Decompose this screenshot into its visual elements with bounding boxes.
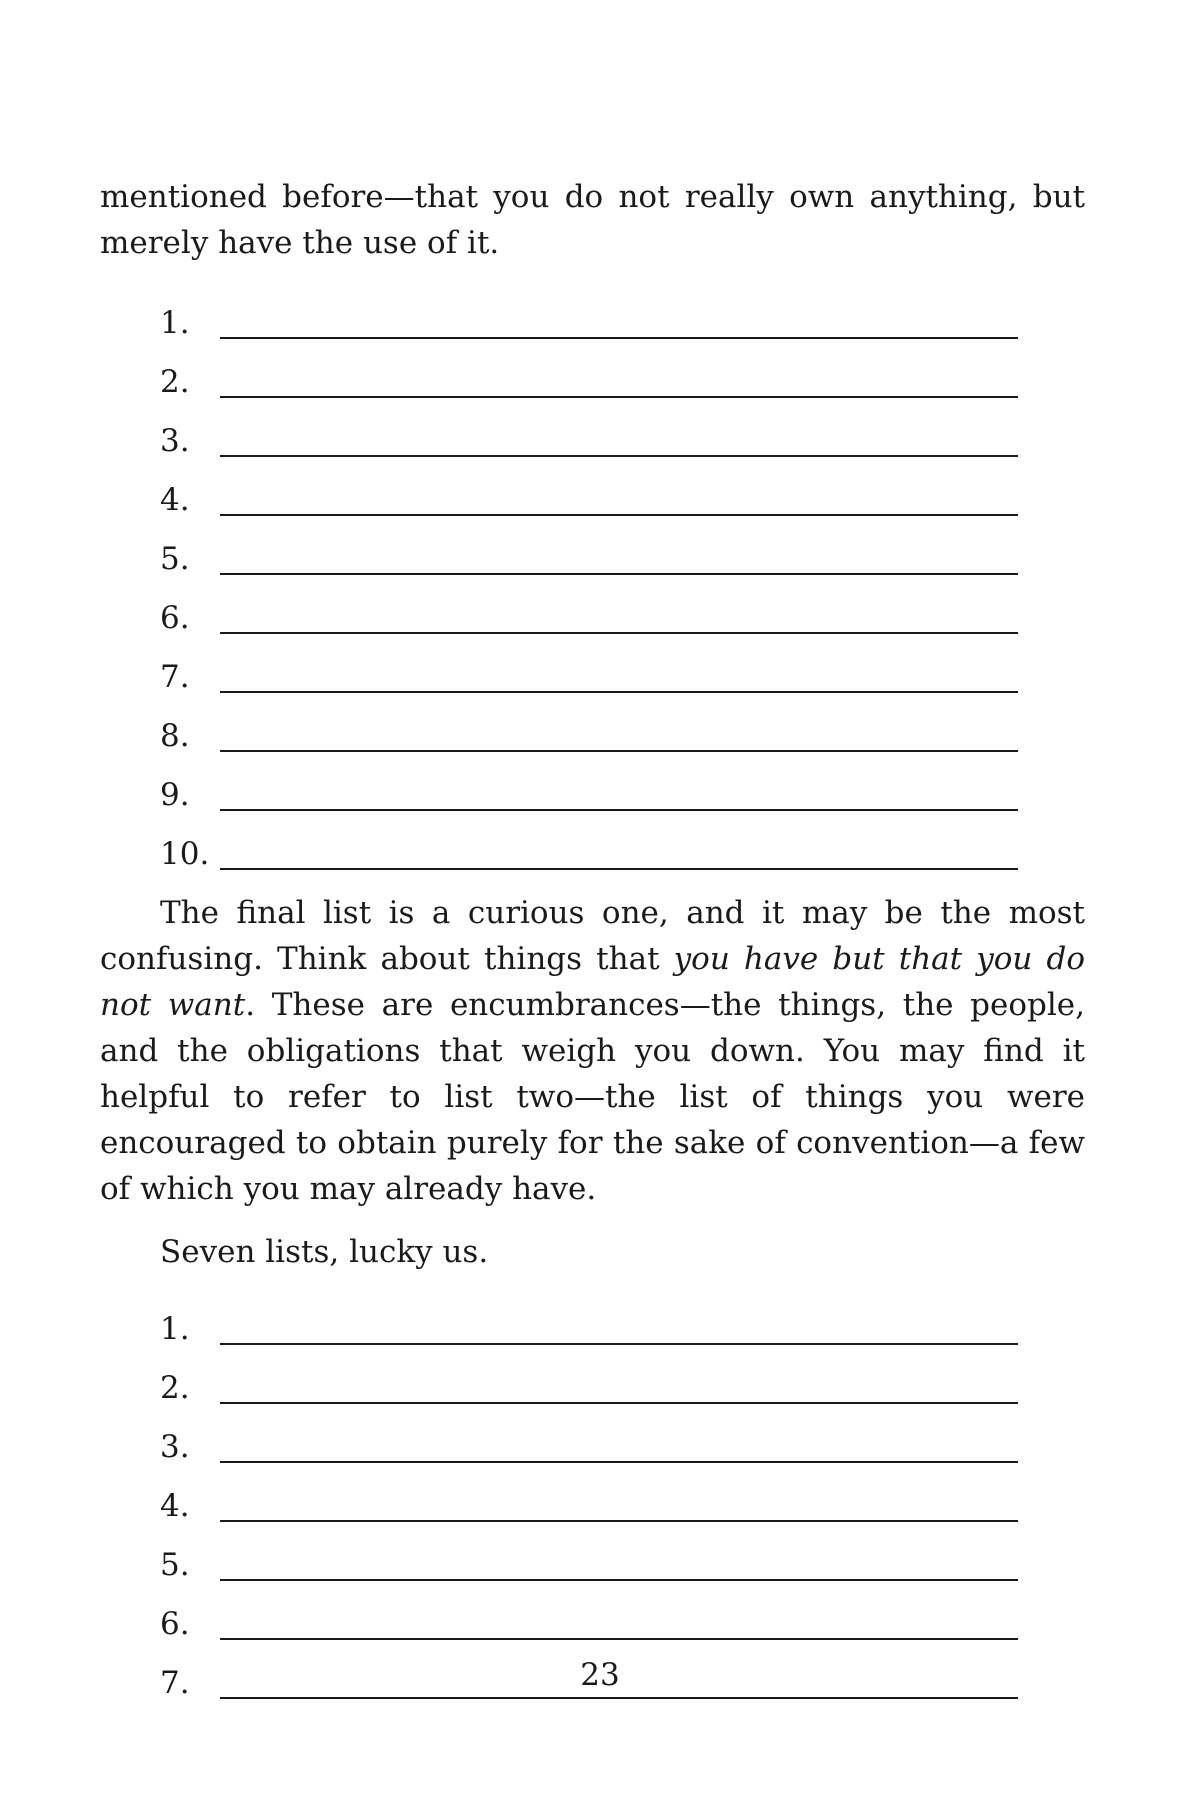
write-in-line[interactable] (220, 1343, 1018, 1345)
write-in-line[interactable] (220, 514, 1018, 516)
list-number: 1. (160, 1311, 190, 1347)
list-item (100, 697, 1085, 756)
closing-line: Seven lists, lucky us. (160, 1234, 489, 1270)
write-in-line[interactable] (220, 337, 1018, 339)
list-number: 6. (160, 600, 190, 636)
list-number: 4. (160, 482, 190, 518)
write-in-line[interactable] (220, 632, 1018, 634)
write-in-line[interactable] (220, 455, 1018, 457)
write-in-line[interactable] (220, 868, 1018, 870)
final-list-text-end: . These are encumbrances—the things, the people, and the obligations that weigh you down. You may find it helpful to refer to list two—the list of things you were encouraged to obtain purely for the sake of convention—a few of which you may already have. (100, 987, 1085, 1207)
list-number: 1. (160, 305, 190, 341)
page-number: 23 (580, 1657, 620, 1693)
list-number: 2. (160, 1370, 190, 1406)
list-item (100, 638, 1085, 697)
opening-paragraph: mentioned before—that you do not really own anything, but merely have the use of it. (100, 179, 1085, 261)
write-in-line[interactable] (220, 750, 1018, 752)
list-one (100, 284, 1085, 874)
write-in-line[interactable] (220, 573, 1018, 575)
list-item (100, 1290, 1085, 1349)
write-in-line[interactable] (220, 1520, 1018, 1522)
list-item (100, 402, 1085, 461)
book-page (100, 174, 1085, 1703)
list-item (100, 579, 1085, 638)
final-list-paragraph (100, 890, 1085, 1212)
list-number: 7. (160, 659, 190, 695)
list-item (100, 1526, 1085, 1585)
list-number: 9. (160, 777, 190, 813)
list-number: 10. (160, 836, 210, 872)
list-item (100, 1349, 1085, 1408)
list-number: 5. (160, 1547, 190, 1583)
list-item (100, 1585, 1085, 1644)
list-number: 6. (160, 1606, 190, 1642)
list-item (100, 520, 1085, 579)
list-number: 7. (160, 1665, 190, 1701)
write-in-line[interactable] (220, 1697, 1018, 1699)
list-item (100, 343, 1085, 402)
write-in-line[interactable] (220, 809, 1018, 811)
list-item (100, 756, 1085, 815)
list-item (100, 815, 1085, 874)
list-item (100, 1408, 1085, 1467)
list-number: 4. (160, 1488, 190, 1524)
final-list-emphasis: you have but that you do not want (100, 941, 1086, 1023)
list-item (100, 284, 1085, 343)
list-number: 8. (160, 718, 190, 754)
final-list-text-start: The final list is a curious one, and it may be the most confusing. Think about things that (100, 895, 1085, 977)
list-number: 3. (160, 1429, 190, 1465)
write-in-line[interactable] (220, 1638, 1018, 1640)
list-item (100, 1467, 1085, 1526)
write-in-line[interactable] (220, 1579, 1018, 1581)
list-number: 3. (160, 423, 190, 459)
write-in-line[interactable] (220, 1402, 1018, 1404)
list-number: 2. (160, 364, 190, 400)
list-two (100, 1290, 1085, 1703)
list-item (100, 461, 1085, 520)
write-in-line[interactable] (220, 1461, 1018, 1463)
write-in-line[interactable] (220, 396, 1018, 398)
write-in-line[interactable] (220, 691, 1018, 693)
list-number: 5. (160, 541, 190, 577)
